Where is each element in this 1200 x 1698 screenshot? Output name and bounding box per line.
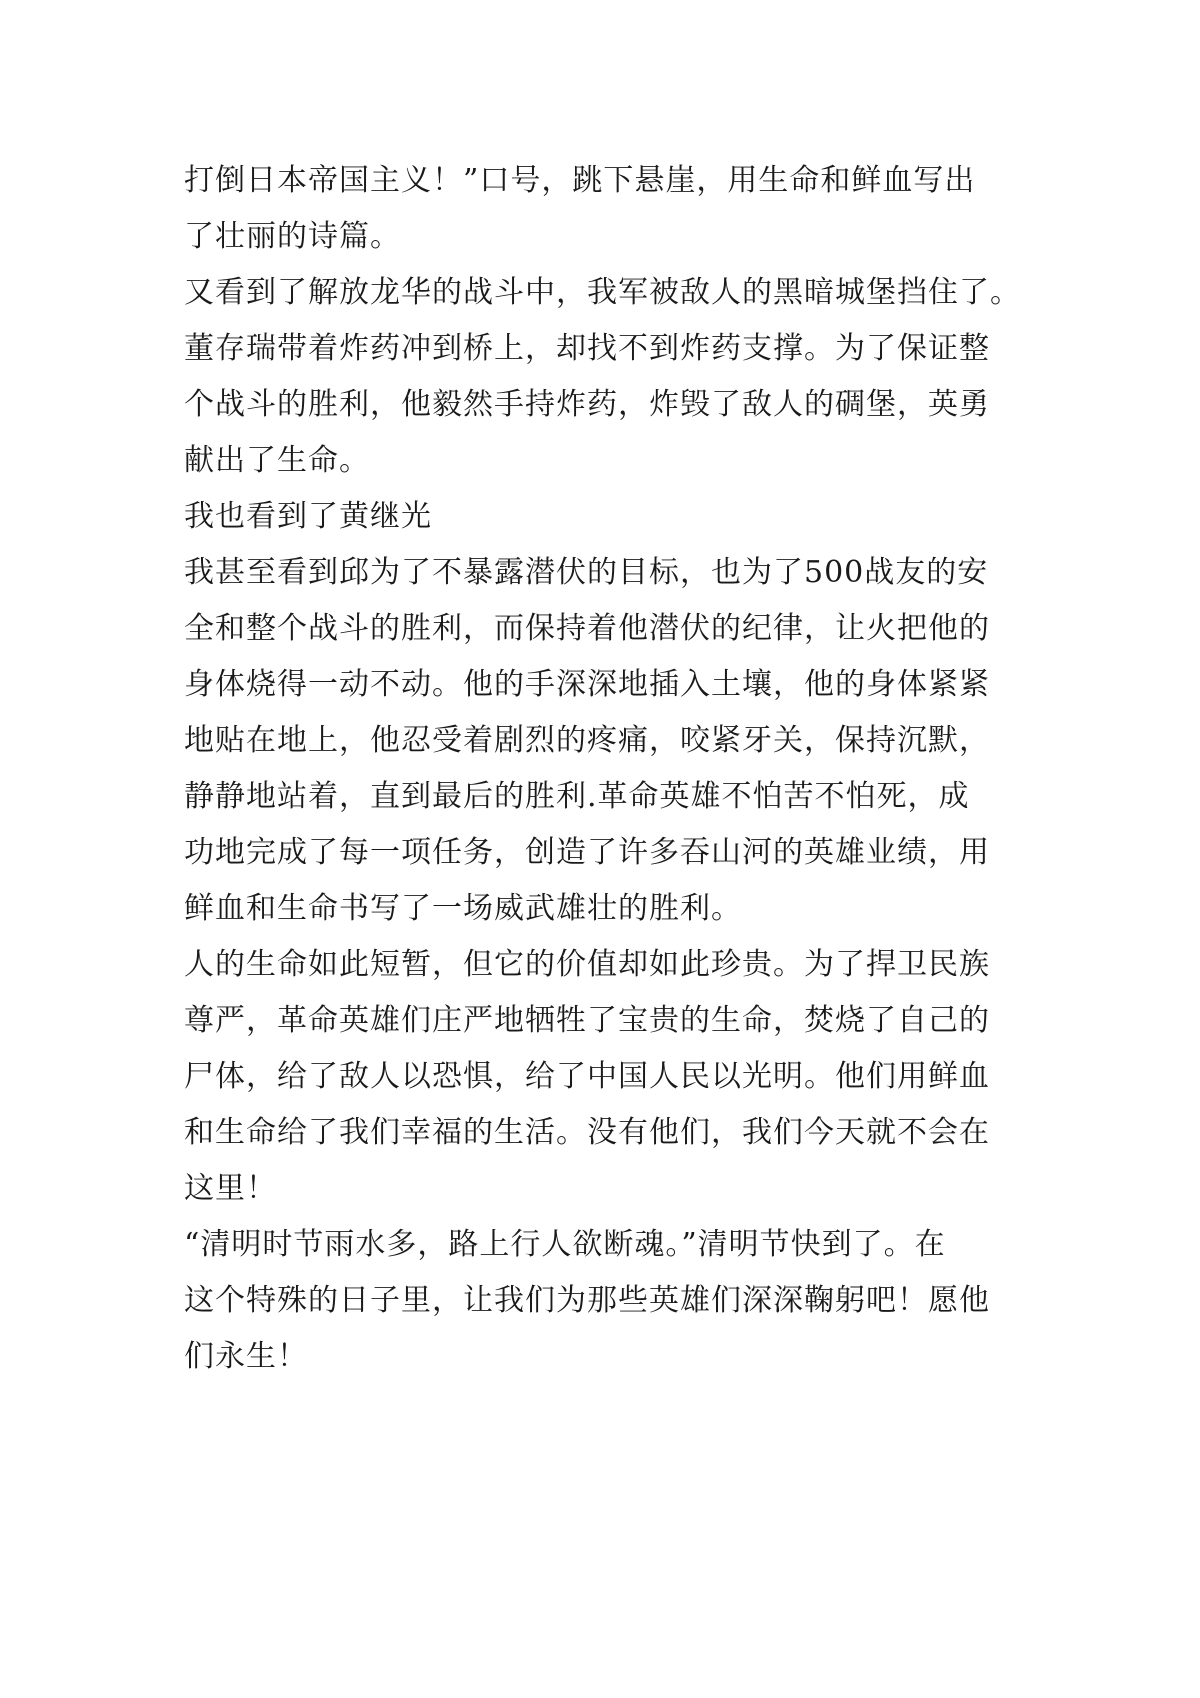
- text-line: 功地完成了每一项任务，创造了许多吞山河的英雄业绩，用: [184, 835, 990, 870]
- paragraph-3: [184, 489, 1044, 545]
- text-line: 鲜血和生命书写了一场威武雄壮的胜利。: [184, 891, 742, 926]
- paragraph-2: [184, 265, 1044, 489]
- paragraph-1: [184, 153, 1044, 265]
- text-line: 打倒日本帝国主义！”口号，跳下悬崖，用生命和鲜血写出: [184, 163, 976, 198]
- text-line: 尊严，革命英雄们庄严地牺牲了宝贵的生命，焚烧了自己的: [184, 1003, 990, 1038]
- text-line: 人的生命如此短暂，但它的价值却如此珍贵。为了捍卫民族: [184, 947, 990, 982]
- paragraph-5: [184, 937, 1044, 1217]
- text-line: 尸体，给了敌人以恐惧，给了中国人民以光明。他们用鲜血: [184, 1059, 990, 1094]
- text-line: 静静地站着，直到最后的胜利.革命英雄不怕苦不怕死，成: [184, 779, 970, 814]
- text-line: 了壮丽的诗篇。: [184, 219, 401, 254]
- text-line: 我甚至看到邱为了不暴露潜伏的目标，也为了500战友的安: [184, 555, 989, 590]
- text-line: 和生命给了我们幸福的生活。没有他们，我们今天就不会在: [184, 1115, 990, 1150]
- text-line: 董存瑞带着炸药冲到桥上，却找不到炸药支撑。为了保证整: [184, 331, 990, 366]
- paragraph-4: [184, 545, 1044, 937]
- paragraph-6: [184, 1217, 1044, 1385]
- text-line: 又看到了解放龙华的战斗中，我军被敌人的黑暗城堡挡住了。: [184, 275, 1021, 310]
- text-line: 全和整个战斗的胜利，而保持着他潜伏的纪律，让火把他的: [184, 611, 990, 646]
- text-line: 个战斗的胜利，他毅然手持炸药，炸毁了敌人的碉堡，英勇: [184, 387, 990, 422]
- text-line: 这里！: [184, 1171, 277, 1206]
- text-line: 我也看到了黄继光: [184, 499, 432, 534]
- text-line: 献出了生命。: [184, 443, 370, 478]
- text-line: 这个特殊的日子里，让我们为那些英雄们深深鞠躬吧！愿他: [184, 1283, 990, 1318]
- text-line: 身体烧得一动不动。他的手深深地插入土壤，他的身体紧紧: [184, 667, 990, 702]
- document-body: [184, 153, 1044, 1385]
- text-line: 地贴在地上，他忍受着剧烈的疼痛，咬紧牙关，保持沉默，: [184, 723, 990, 758]
- text-line: “清明时节雨水多，路上行人欲断魂。”清明节快到了。在: [184, 1227, 946, 1262]
- text-line: 们永生！: [184, 1339, 308, 1374]
